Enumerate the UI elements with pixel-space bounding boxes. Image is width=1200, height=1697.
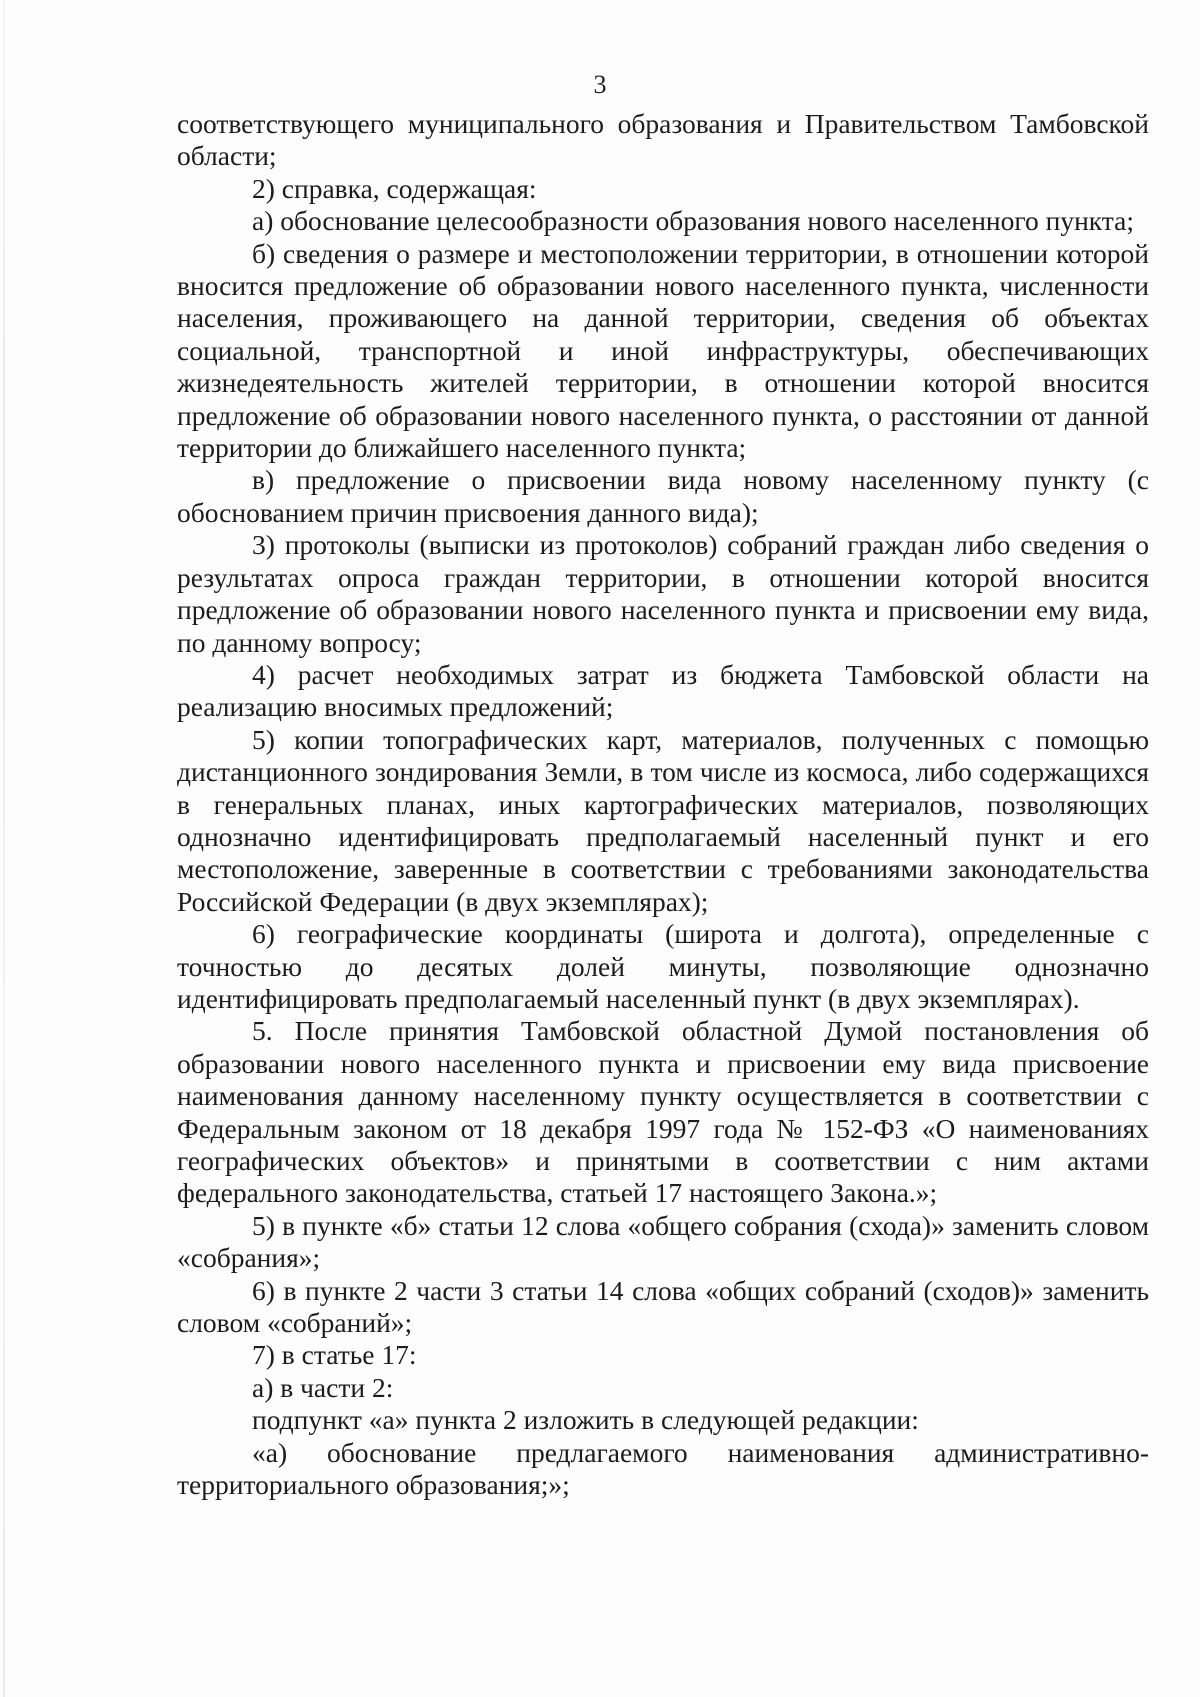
paragraph-subpoint-text: «а) обоснование предлагаемого наименования административно-территориального образования;»; — [177, 1436, 1149, 1501]
paragraph-subpoint-instruction: подпункт «а» пункта 2 изложить в следующей редакции: — [252, 1404, 919, 1436]
scan-edge-shadow — [3, 0, 5, 1697]
paragraph-item-3: 3) протоколы (выписки из протоколов) собраний граждан либо сведения о результатах опроса граждан территории, в отношении которой вносится предложение об образовании нового населенного пункта и присвоении ему вида, по данному вопросу; — [177, 529, 1149, 658]
paragraph-item-2v: в) предложение о присвоении вида новому населенному пункту (с обоснованием причин присвоения данного вида); — [177, 464, 1149, 528]
page-number: 3 — [593, 70, 607, 99]
paragraph-continuation: соответствующего муниципального образования и Правительством Тамбовской области; — [177, 108, 1149, 172]
paragraph-amendment-7a: а) в части 2: — [252, 1371, 394, 1403]
paragraph-item-2: 2) справка, содержащая: — [252, 172, 537, 204]
paragraph-item-5: 5) копии топографических карт, материалов, полученных с помощью дистанционного зондирования Земли, в том числе из космоса, либо содержащихся в генеральных планах, иных картографических материалов, позволяющих однозначно идентифицировать предполагаемый населенный пункт и его местоположение, заверенные в соответствии с требованиями законодательства Российской Федерации (в двух экземплярах); — [177, 723, 1149, 917]
paragraph-item-2a: а) обоснование целесообразности образования нового населенного пункта; — [252, 205, 1135, 237]
document-body — [177, 108, 1149, 1501]
paragraph-amendment-5: 5) в пункте «б» статьи 12 слова «общего собрания (схода)» заменить словом «собрания»; — [177, 1209, 1149, 1274]
paragraph-section-5: 5. После принятия Тамбовской областной Думой постановления об образовании нового населенного пункта и присвоении ему вида присвоение наименования данному населенному пункту осуществляется в соответствии с Федеральным законом от 18 декабря 1997 года № 152-ФЗ «О наименованиях географических объектов» и принятыми в соответствии с ним актами федерального законодательства, статьей 17 настоящего Закона.»; — [177, 1015, 1149, 1209]
paragraph-item-6: 6) географические координаты (широта и долгота), определенные с точностью до десятых долей минуты, позволяющие однозначно идентифицировать предполагаемый населенный пункт (в двух экземплярах). — [177, 918, 1149, 1014]
paragraph-amendment-6: 6) в пункте 2 части 3 статьи 14 слова «общих собраний (сходов)» заменить словом «собраний»; — [177, 1274, 1149, 1339]
paragraph-item-4: 4) расчет необходимых затрат из бюджета Тамбовской области на реализацию вносимых предложений; — [177, 658, 1149, 723]
paragraph-item-2b: б) сведения о размере и местоположении территории, в отношении которой вносится предложение об образовании нового населенного пункта, численности населения, проживающего на данной территории, сведения об объектах социальной, транспортной и иной инфраструктуры, обеспечивающих жизнедеятельность жителей территории, в отношении которой вносится предложение об образовании нового населенного пункта, о расстоянии от данной территории до ближайшего населенного пункта; — [177, 237, 1149, 464]
paragraph-amendment-7: 7) в статье 17: — [252, 1339, 417, 1371]
